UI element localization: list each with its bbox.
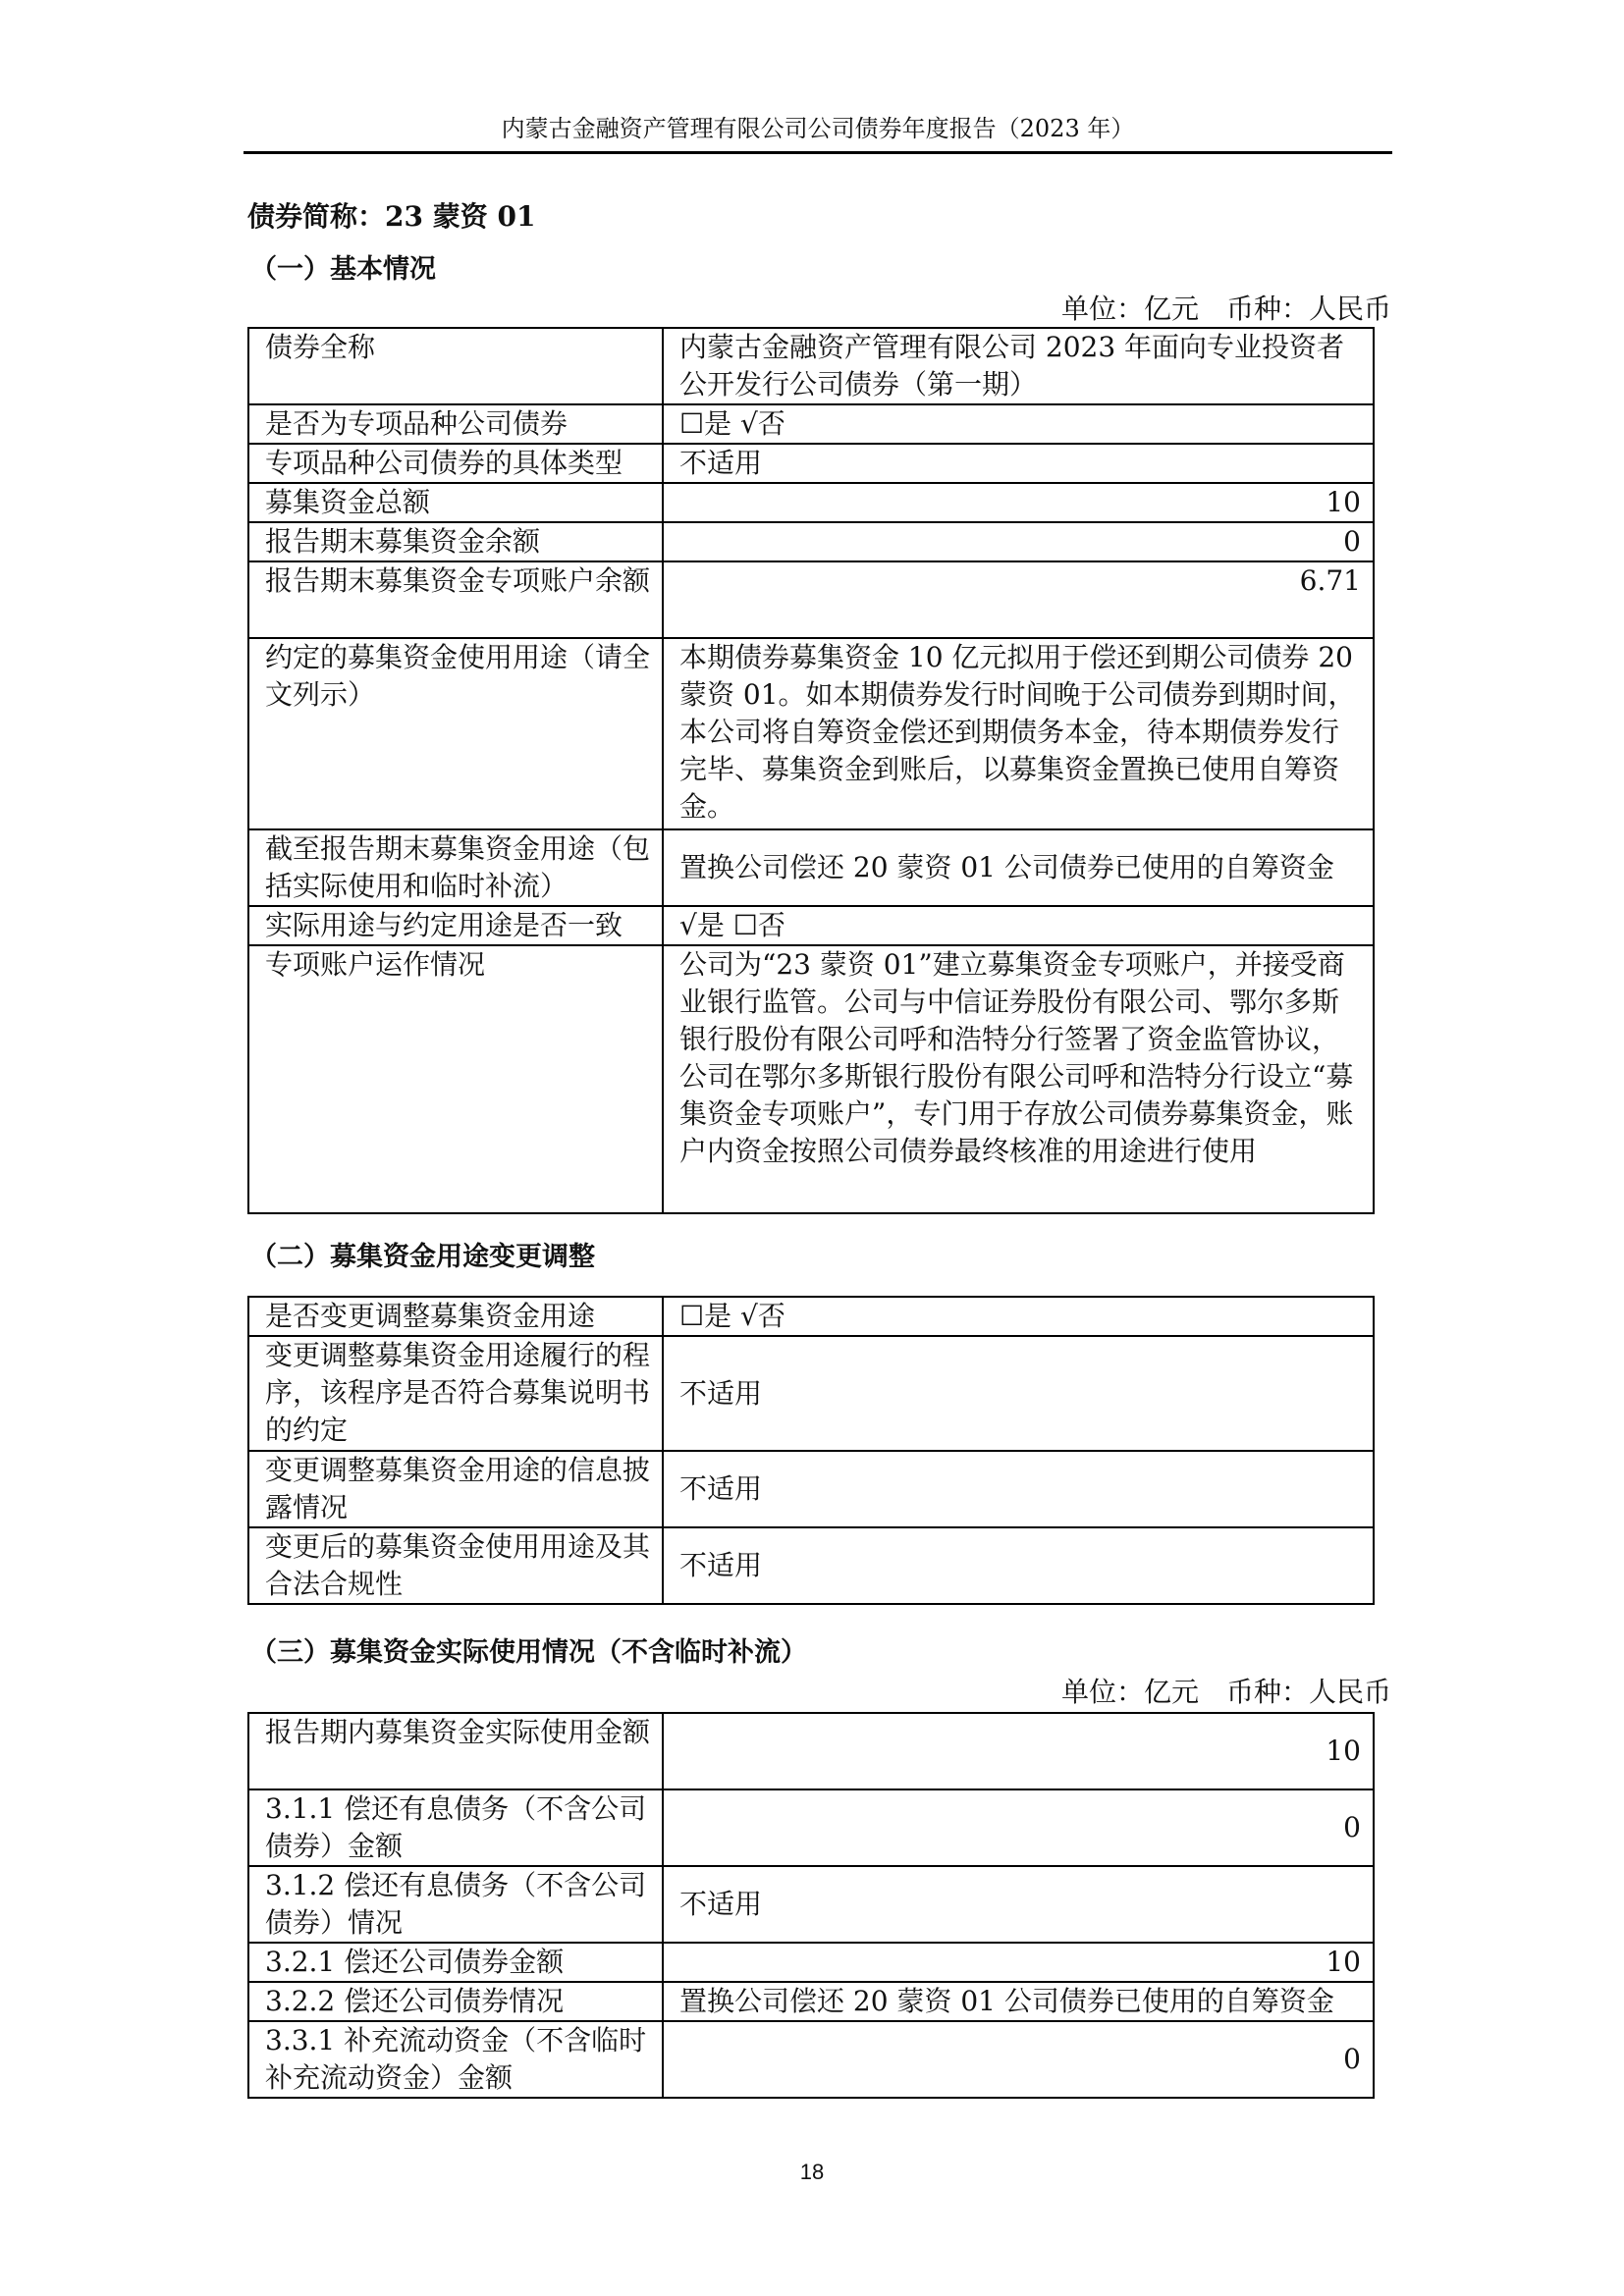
table-row xyxy=(248,906,1374,945)
row-value: 0 xyxy=(663,522,1374,561)
row-label: 报告期内募集资金实际使用金额 xyxy=(248,1713,663,1789)
row-label: 专项品种公司债券的具体类型 xyxy=(248,444,663,483)
row-value: 本期债券募集资金 10 亿元拟用于偿还到期公司债券 20 蒙资 01。如本期债券发行时间晚于公司债券到期时间，本公司将自筹资金偿还到期债务本金，待本期债券发行完毕、募集资金到账后，以募集资金置换已使用自筹资金。 xyxy=(663,638,1374,829)
table-row xyxy=(248,2021,1374,2098)
table-row xyxy=(248,1789,1374,1866)
row-value: 不适用 xyxy=(663,444,1374,483)
table-row xyxy=(248,1527,1374,1604)
table-row xyxy=(248,829,1374,906)
row-label: 3.2.2 偿还公司债券情况 xyxy=(248,1982,663,2021)
table-row xyxy=(248,1982,1374,2021)
table-row xyxy=(248,1451,1374,1527)
row-value: ☐是 √否 xyxy=(663,1297,1374,1336)
table-row xyxy=(248,1336,1374,1451)
table-row xyxy=(248,1297,1374,1336)
row-value: 0 xyxy=(663,2021,1374,2098)
usage-change-table xyxy=(247,1296,1375,1605)
table-row xyxy=(248,945,1374,1213)
row-label: 变更后的募集资金使用用途及其合法合规性 xyxy=(248,1527,663,1604)
row-label: 3.1.1 偿还有息债务（不含公司债券）金额 xyxy=(248,1789,663,1866)
row-label: 3.2.1 偿还公司债券金额 xyxy=(248,1943,663,1982)
table-row xyxy=(248,561,1374,638)
row-value: √是 ☐否 xyxy=(663,906,1374,945)
row-value: 不适用 xyxy=(663,1336,1374,1451)
row-label: 报告期末募集资金余额 xyxy=(248,522,663,561)
section3-unit: 单位：亿元 币种：人民币 xyxy=(1060,1676,1391,1708)
row-value: ☐是 √否 xyxy=(663,404,1374,444)
row-label: 募集资金总额 xyxy=(248,483,663,522)
row-label: 约定的募集资金使用用途（请全文列示） xyxy=(248,638,663,829)
table-row xyxy=(248,522,1374,561)
row-value: 公司为“23 蒙资 01”建立募集资金专项账户，并接受商业银行监管。公司与中信证券股份有限公司、鄂尔多斯银行股份有限公司呼和浩特分行签署了资金监管协议，公司在鄂尔多斯银行股份有限公司呼和浩特分行设立“募集资金专项账户”，专门用于存放公司债券募集资金，账户内资金按照公司债券最终核准的用途进行使用 xyxy=(663,945,1374,1213)
row-value: 10 xyxy=(663,483,1374,522)
actual-usage-table xyxy=(247,1712,1375,2099)
table-row xyxy=(248,1943,1374,1982)
page-header: 内蒙古金融资产管理有限公司公司债券年度报告（2023 年） xyxy=(244,114,1392,154)
row-label: 债券全称 xyxy=(248,328,663,404)
row-value: 6.71 xyxy=(663,561,1374,638)
section1-unit: 单位：亿元 币种：人民币 xyxy=(1060,293,1391,325)
row-label: 截至报告期末募集资金用途（包括实际使用和临时补流） xyxy=(248,829,663,906)
row-label: 3.3.1 补充流动资金（不含临时补充流动资金）金额 xyxy=(248,2021,663,2098)
table-row xyxy=(248,1866,1374,1943)
section2-title: （二）募集资金用途变更调整 xyxy=(250,1242,595,1272)
table-row xyxy=(248,404,1374,444)
row-value: 置换公司偿还 20 蒙资 01 公司债券已使用的自筹资金 xyxy=(663,829,1374,906)
row-label: 是否为专项品种公司债券 xyxy=(248,404,663,444)
table-row xyxy=(248,444,1374,483)
row-value: 不适用 xyxy=(663,1866,1374,1943)
row-value: 不适用 xyxy=(663,1451,1374,1527)
table-row xyxy=(248,638,1374,829)
basic-info-table xyxy=(247,327,1375,1214)
row-label: 3.1.2 偿还有息债务（不含公司债券）情况 xyxy=(248,1866,663,1943)
row-label: 专项账户运作情况 xyxy=(248,945,663,1213)
row-label: 是否变更调整募集资金用途 xyxy=(248,1297,663,1336)
bond-short-name: 债券简称：23 蒙资 01 xyxy=(247,200,536,233)
row-value: 0 xyxy=(663,1789,1374,1866)
row-label: 报告期末募集资金专项账户余额 xyxy=(248,561,663,638)
row-value: 10 xyxy=(663,1713,1374,1789)
row-label: 变更调整募集资金用途的信息披露情况 xyxy=(248,1451,663,1527)
row-value: 内蒙古金融资产管理有限公司 2023 年面向专业投资者公开发行公司债券（第一期） xyxy=(663,328,1374,404)
section1-title: （一）基本情况 xyxy=(250,254,436,285)
row-value: 不适用 xyxy=(663,1527,1374,1604)
table-row xyxy=(248,483,1374,522)
row-label: 实际用途与约定用途是否一致 xyxy=(248,906,663,945)
row-label: 变更调整募集资金用途履行的程序，该程序是否符合募集说明书的约定 xyxy=(248,1336,663,1451)
row-value: 置换公司偿还 20 蒙资 01 公司债券已使用的自筹资金 xyxy=(663,1982,1374,2021)
page-number: 18 xyxy=(799,2160,825,2184)
section3-title: （三）募集资金实际使用情况（不含临时补流） xyxy=(250,1637,807,1668)
table-row xyxy=(248,328,1374,404)
table-row xyxy=(248,1713,1374,1789)
row-value: 10 xyxy=(663,1943,1374,1982)
